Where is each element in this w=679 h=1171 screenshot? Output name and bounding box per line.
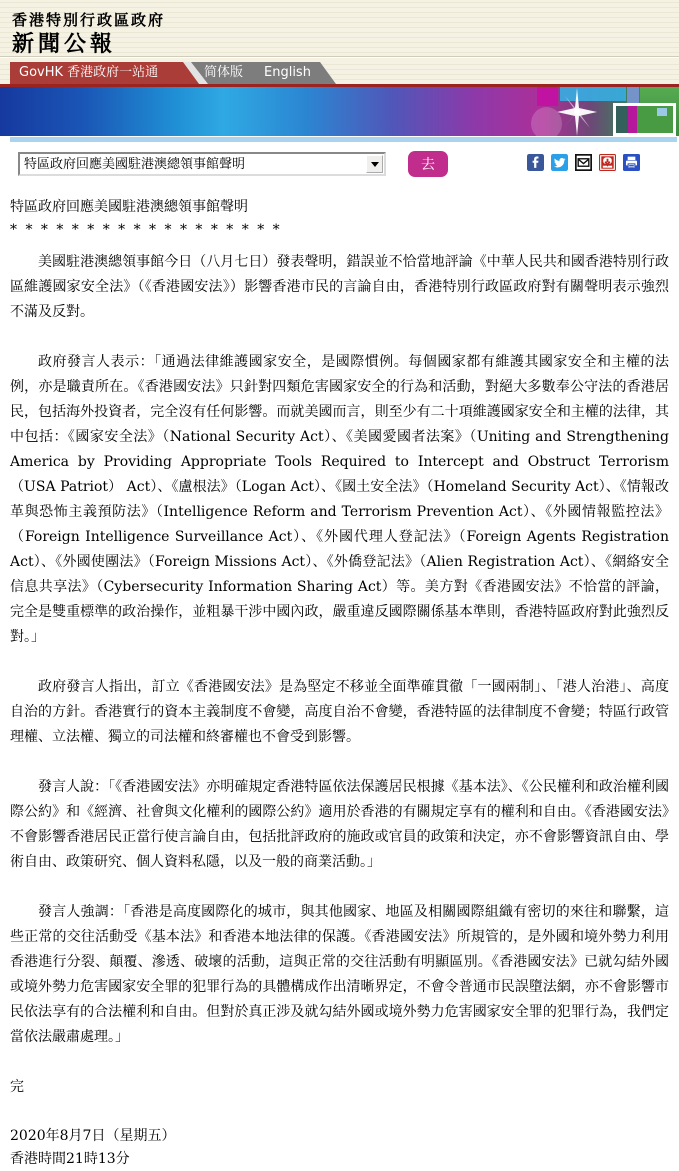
- article-title: 特區政府回應美國駐港澳總領事館聲明: [10, 199, 248, 215]
- twitter-icon[interactable]: [551, 154, 568, 171]
- title-underline-stars: * * * * * * * * * * * * * * * * * *: [10, 222, 282, 238]
- go-button[interactable]: 去: [408, 151, 448, 177]
- email-icon[interactable]: [575, 154, 592, 171]
- sparkle-icon: [556, 87, 598, 136]
- print-icon[interactable]: [623, 154, 640, 171]
- gov-name: 香港特別行政區政府: [12, 11, 166, 29]
- page-title: 新聞公報: [12, 31, 117, 57]
- tab-english[interactable]: English: [264, 65, 311, 80]
- end-mark: 完: [10, 1079, 24, 1095]
- facebook-icon[interactable]: [527, 154, 544, 171]
- paragraph: 政府發言人指出，訂立《香港國安法》是為堅定不移並全面準確貫徹「一國兩制」、「港人治港」、高度自治的方針。香港實行的資本主義制度不會變，高度自治不會變，香港特區的法律制度不會變；特區行政管理權、立法權、獨立的司法權和終審權也不會受到影響。: [10, 679, 669, 745]
- release-time: 香港時間21時13分: [10, 1151, 130, 1167]
- masthead-divider: [0, 56, 679, 58]
- paragraph: 政府發言人表示：「通過法律維護國家安全，是國際慣例。每個國家都有維護其國家安全和主權的法例，亦是職責所在。《香港國安法》只針對四類危害國家安全的行為和活動，對絕大多數奉公守法的香港居民，包括海外投資者，完全沒有任何影響。而就美國而言，則至少有二十項維護國家安全和主權的法律，其中包括：《國家安全法》（National Security Act）、《美國愛國者法案》（Uniting and Strengthening America by Providing Appropriate Tools Required to Intercept and Obstruct Terrorism （USA Patriot） Act）、《盧根法》（Logan Act）、《國土安全法》（Homeland Security Act）、《情報改革與恐怖主義預防法》（Intelligence Reform and Terrorism Prevention Act）、《外國情報監控法》（Foreign Intelligence Surveillance Act）、《外國代理人登記法》（Foreign Agents Registration Act）、《外國使團法》（Foreign Missions Act）、《外僑登記法》（Alien Registration Act）、《網絡安全信息共享法》（Cybersecurity Information Sharing Act）等。美方對《香港國安法》不恰當的評論，完全是雙重標準的政治操作，並粗暴干涉中國內政，嚴重違反國際關係基本準則，香港特區政府對此強烈反對。」: [10, 354, 669, 645]
- tab-govhk-label[interactable]: GovHK 香港政府一站通: [19, 65, 159, 80]
- blue-strip: [10, 137, 677, 142]
- primary-nav: [0, 62, 679, 84]
- frame-sky-square: [657, 108, 667, 116]
- paragraph: 發言人說：「《香港國安法》亦明確規定香港特區依法保護居民根據《基本法》、《公民權利和政治權利國際公約》和《經濟、社會與文化權利的國際公約》適用於香港的有關規定享有的權利和自由。《香港國安法》不會影響香港居民正當行使言論自由，包括批評政府的施政或官員的政策和決定，亦不會影響資訊自由、學術自由、政策研究、個人資料私隱，以及一般的商業活動。」: [10, 779, 669, 870]
- masthead: [0, 0, 679, 62]
- banner-framed-box: [613, 103, 676, 136]
- frame-magenta-bar: [628, 106, 637, 133]
- frame-green-panel: [637, 106, 673, 133]
- paragraph: 美國駐港澳總領事館今日（八月七日）發表聲明，錯誤並不恰當地評論《中華人民共和國香港特別行政區維護國家安全法》（《香港國安法》）影響香港市民的言論自由，香港特別行政區政府對有關聲明表示強烈不滿及反對。: [10, 254, 669, 320]
- tab-simplified-chinese[interactable]: 简体版: [204, 65, 244, 80]
- banner: [0, 87, 679, 136]
- banner-magenta-block: [537, 87, 558, 106]
- paragraph: 發言人強調：「香港是高度國際化的城市，與其他國家、地區及相關國際組織有密切的來往和聯繫，這些正常的交往活動受《基本法》和香港本地法律的保護。《香港國安法》所規管的，是外國和境外勢力利用香港進行分裂、顛覆、滲透、破壞的活動，這與正常的交往活動有明顯區別。《香港國安法》已就勾結外國或境外勢力危害國家安全罪的犯罪行為的具體構成作出清晰界定，不會令普通市民誤墮法網，亦不會影響市民依法享有的合法權利和自由。但對於真正涉及就勾結外國或境外勢力危害國家安全罪的犯罪行為，我們定當依法嚴肅處理。」: [10, 904, 669, 1045]
- chevron-down-icon[interactable]: [366, 155, 383, 173]
- share-bar: [527, 154, 640, 171]
- download-icon[interactable]: [599, 154, 616, 171]
- press-release-select[interactable]: [18, 152, 386, 176]
- date-block: [10, 1125, 669, 1171]
- press-release-article: [0, 178, 679, 1171]
- release-date: 2020年8月7日（星期五）: [10, 1128, 176, 1144]
- tab-bar: [10, 62, 670, 84]
- controls-row: [18, 151, 679, 178]
- frame-dark-panel: [616, 106, 628, 133]
- press-release-select-value[interactable]: 特區政府回應美國駐港澳總領事館聲明: [24, 157, 246, 172]
